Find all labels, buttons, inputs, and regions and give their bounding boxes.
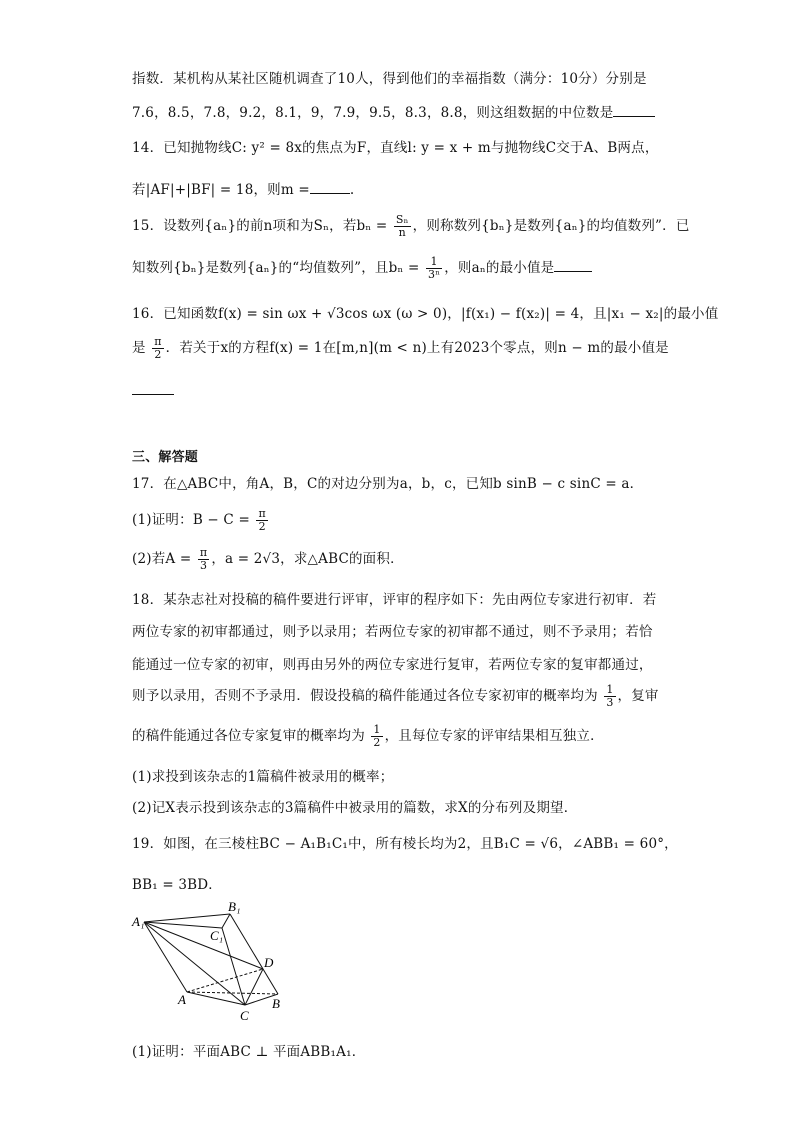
q18-text-d2: ，复审 [617, 688, 659, 704]
edge-A-C [187, 992, 245, 1005]
line-1: 指数．某机构从某社区随机调查了10人，得到他们的幸福指数（满分：10分）分别是 [132, 71, 647, 87]
numerator: 1 [426, 256, 442, 269]
q16-text-b: ．若关于x的方程f(x) = 1在[m,n](m < n)上有2023个零点，则n − m的最小值是 [165, 340, 669, 356]
q17-part-1 [132, 508, 270, 533]
q15-line-1 [132, 214, 690, 239]
label-A1: A₁ [132, 914, 145, 929]
q18-text-e: 的稿件能通过各位专家复审的概率均为 [132, 728, 365, 744]
denominator: 2 [258, 520, 266, 533]
q18-part-1: (1)求投到该杂志的1篇稿件被录用的概率； [132, 769, 394, 785]
answer-blank [310, 181, 350, 194]
edge-B1-C1 [222, 914, 230, 928]
q19-part-1: (1)证明：平面ABC ⊥ 平面ABB₁A₁． [132, 1044, 366, 1060]
fraction-1-over-3n [426, 256, 442, 281]
answer-blank [613, 104, 655, 117]
fraction-1-over-3 [604, 684, 615, 709]
label-C1: C₁ [210, 928, 224, 943]
q15-line-2 [132, 256, 592, 281]
fraction-sn-over-n [394, 214, 411, 239]
q16-line-2 [132, 336, 669, 361]
q19-line-2: BB₁ = 3BD． [132, 877, 222, 893]
numerator: π [258, 507, 266, 520]
q18-line-4 [132, 684, 659, 709]
q15-text-c: 知数列{bₙ}是数列{aₙ}的“均值数列”，且bₙ = [132, 260, 420, 276]
edge-A1-A [144, 922, 187, 992]
q17-2-text-b: ，a = 2√3，求△ABC的面积． [211, 551, 404, 567]
q18-text-e2: ，且每位专家的评审结果相互独立． [384, 728, 604, 744]
label-A: A [178, 992, 186, 1007]
hidden-edge-A-B [187, 992, 278, 994]
q16-answer-blank-line [132, 382, 174, 399]
edge-A1-D [144, 922, 263, 969]
q19-line-1: 19．如图，在三棱柱BC − A₁B₁C₁中，所有棱长均为2，且B₁C = √6，∠ABB₁ = 60°， [132, 836, 678, 852]
edge-B1-B [230, 914, 278, 994]
numerator: π [199, 546, 208, 559]
q17-stem: 17．在△ABC中，角A，B，C的对边分别为a，b，c，已知b sinB − c sinC = a． [132, 476, 644, 492]
answer-blank [132, 382, 174, 395]
label-B1: B₁ [228, 900, 241, 914]
q16-line-1: 16．已知函数f(x) = sin ωx + √3cos ωx (ω > 0)，|f(x₁) − f(x₂)| = 4，且|x₁ − x₂|的最小值 [132, 306, 719, 322]
numerator: π [154, 335, 162, 348]
section-heading: 三、解答题 [132, 450, 199, 465]
median-question-text: 7.6，8.5，7.8，9.2，8.1，9，7.9，9.5，8.3，8.8，则这组数据的中位数是 [132, 105, 614, 121]
denominator: 3ⁿ [428, 268, 441, 281]
q14-line-1: 14．已知抛物线C: y² = 8x的焦点为F，直线l: y = x + m与抛物线C交于A、B两点， [132, 140, 659, 156]
numerator: Sₙ [395, 213, 409, 226]
q18-line-3: 能通过一位专家的初审，则再由另外的两位专家进行复审，若两位专家的复审都通过， [132, 657, 653, 673]
edge-A1-B1 [144, 914, 230, 922]
q15-text-d: ，则aₙ的最小值是 [444, 260, 555, 276]
denominator: 3 [606, 696, 614, 709]
q18-text-d: 则予以录用，否则不予录用．假设投稿的稿件能通过各位专家初审的概率均为 [132, 688, 598, 704]
label-B: B [272, 996, 280, 1011]
prism-figure [130, 900, 300, 1025]
q14-condition: 若|AF|+|BF| = 18，则m = [132, 182, 310, 198]
q17-2-text-a: (2)若A = [132, 551, 192, 567]
line-2 [132, 101, 655, 121]
q15-text-a: 15．设数列{aₙ}的前n项和为Sₙ，若bₙ = [132, 218, 388, 234]
numerator: 1 [606, 683, 614, 696]
q16-text-a: 是 [132, 340, 146, 356]
q18-line-5 [132, 724, 604, 749]
denominator: 3 [199, 559, 208, 572]
q18-line-1: 18．某杂志社对投稿的稿件要进行评审，评审的程序如下：先由两位专家进行初审．若 [132, 592, 657, 608]
denominator: 2 [373, 736, 381, 749]
denominator: n [398, 226, 406, 239]
fraction-pi-over-3 [198, 547, 209, 572]
numerator: 1 [373, 723, 381, 736]
fraction-pi-over-2 [152, 336, 163, 361]
q17-part-2 [132, 547, 404, 572]
q15-text-b: ，则称数列{bₙ}是数列{aₙ}的均值数列”．已 [412, 218, 690, 234]
q18-line-2: 两位专家的初审都通过，则予以录用；若两位专家的初审都不通过，则不予录用；若恰 [132, 624, 653, 640]
answer-blank [554, 259, 592, 272]
q14-line-2: 若|AF|+|BF| = 18，则m = . [132, 182, 355, 198]
q18-part-2: (2)记X表示投到该杂志的3篇稿件中被录用的篇数，求X的分布列及期望． [132, 800, 578, 816]
fraction-pi-over-2 [256, 508, 267, 533]
fraction-1-over-2 [371, 724, 382, 749]
denominator: 2 [154, 348, 162, 361]
q17-1-text: (1)证明：B − C = [132, 512, 250, 528]
label-D: D [264, 955, 274, 970]
label-C: C [240, 1008, 249, 1023]
